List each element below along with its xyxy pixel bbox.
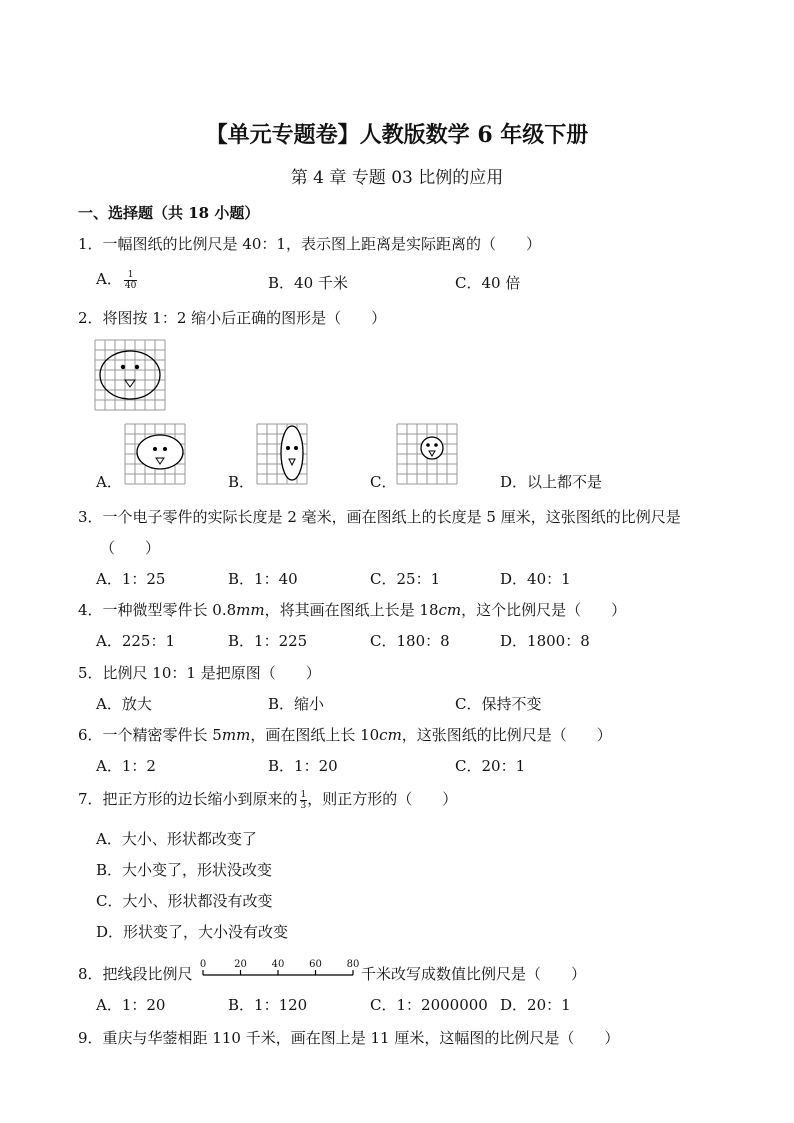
section-heading: 一、选择题（共 18 小题） — [78, 204, 260, 222]
scale-tick-label: 40 — [271, 959, 285, 970]
q5-option-c[interactable]: C．保持不变 — [455, 695, 542, 713]
q2-option-d[interactable]: D．以上都不是 — [500, 473, 603, 491]
original-figure — [95, 340, 165, 410]
q6-option-a[interactable]: A．1：2 — [96, 757, 156, 775]
q1-option-a[interactable]: A． $\frac{1}{40}$ — [96, 269, 137, 291]
page-subtitle: 第 4 章 专题 03 比例的应用 — [290, 168, 504, 188]
q8-option-a[interactable]: A．1：20 — [96, 996, 166, 1014]
scale-ticks — [200, 959, 360, 970]
option-a-figure — [125, 424, 185, 484]
q7-option-c[interactable]: C．大小、形状都没有改变 — [96, 892, 273, 910]
q3-option-a[interactable]: A．1：25 — [96, 570, 166, 588]
fraction: $\frac{1}{40}$ — [124, 269, 137, 291]
q4-option-b[interactable]: B．1：225 — [228, 632, 308, 650]
question-3-paren: （ ） — [100, 539, 161, 557]
question-4: 4．一种微型零件长 0.8mm，将其画在图纸上长是 18cm，这个比例尺是（ ） — [78, 601, 627, 619]
q4-option-d[interactable]: D．1800：8 — [500, 632, 590, 650]
q1-option-b[interactable]: B．40 千米 — [268, 274, 348, 292]
question-6: 6．一个精密零件长 5mm，画在图纸上长 10cm，这张图纸的比例尺是（ ） — [78, 726, 612, 744]
question-2: 2．将图按 1：2 缩小后正确的图形是（ ） — [78, 309, 387, 327]
scale-tick-label: 60 — [309, 959, 322, 970]
q6-option-c[interactable]: C．20：1 — [455, 757, 526, 775]
q8-option-c[interactable]: C．1：2000000 — [370, 996, 488, 1014]
option-c-figure — [397, 424, 457, 484]
q3-option-c[interactable]: C．25：1 — [370, 570, 441, 588]
scale-tick-label: 0 — [199, 959, 207, 970]
q3-option-b[interactable]: B．1：40 — [228, 570, 298, 588]
q7-option-b[interactable]: B．大小变了，形状没改变 — [96, 861, 273, 879]
q3-option-d[interactable]: D．40：1 — [500, 570, 571, 588]
q5-option-b[interactable]: B．缩小 — [268, 695, 325, 713]
fraction: $\frac{1}{3}$ — [300, 789, 307, 811]
question-8-post: 千米改写成数值比例尺是（ ） — [361, 965, 587, 983]
question-7: 7．把正方形的边长缩小到原来的 $\frac{1}{3}$ ，则正方形的（ ） — [78, 789, 458, 811]
q2-option-a[interactable]: A． — [96, 473, 122, 491]
page-title: 【单元专题卷】人教版数学 6 年级下册 — [205, 122, 589, 148]
q6-option-b[interactable]: B．1：20 — [268, 757, 338, 775]
q5-option-a[interactable]: A．放大 — [96, 695, 152, 713]
question-8-pre: 8．把线段比例尺 — [78, 965, 193, 983]
scale-tick-label: 20 — [234, 959, 247, 970]
q1-option-c[interactable]: C．40 倍 — [455, 274, 521, 292]
question-3: 3．一个电子零件的实际长度是 2 毫米，画在图纸上的长度是 5 厘米，这张图纸的比例尺是 — [78, 508, 681, 526]
option-b-figure — [257, 424, 307, 484]
q7-option-d[interactable]: D．形状变了，大小没有改变 — [96, 923, 289, 941]
q4-option-a[interactable]: A．225：1 — [96, 632, 176, 650]
q7-option-a[interactable]: A．大小、形状都改变了 — [96, 830, 257, 848]
question-9: 9．重庆与华蓥相距 110 千米，画在图上是 11 厘米，这幅图的比例尺是（ ） — [78, 1029, 620, 1047]
q8-option-b[interactable]: B．1：120 — [228, 996, 308, 1014]
question-5: 5．比例尺 10：1 是把原图（ ） — [78, 664, 321, 682]
question-1: 1．一幅图纸的比例尺是 40：1，表示图上距离是实际距离的（ ） — [78, 235, 541, 253]
scale-tick-label: 80 — [346, 959, 360, 970]
q2-option-b[interactable]: B． — [228, 473, 255, 491]
q8-option-d[interactable]: D．20：1 — [500, 996, 571, 1014]
line-segment-scale — [199, 953, 359, 983]
q2-option-c[interactable]: C． — [370, 473, 397, 491]
q4-option-c[interactable]: C．180：8 — [370, 632, 450, 650]
